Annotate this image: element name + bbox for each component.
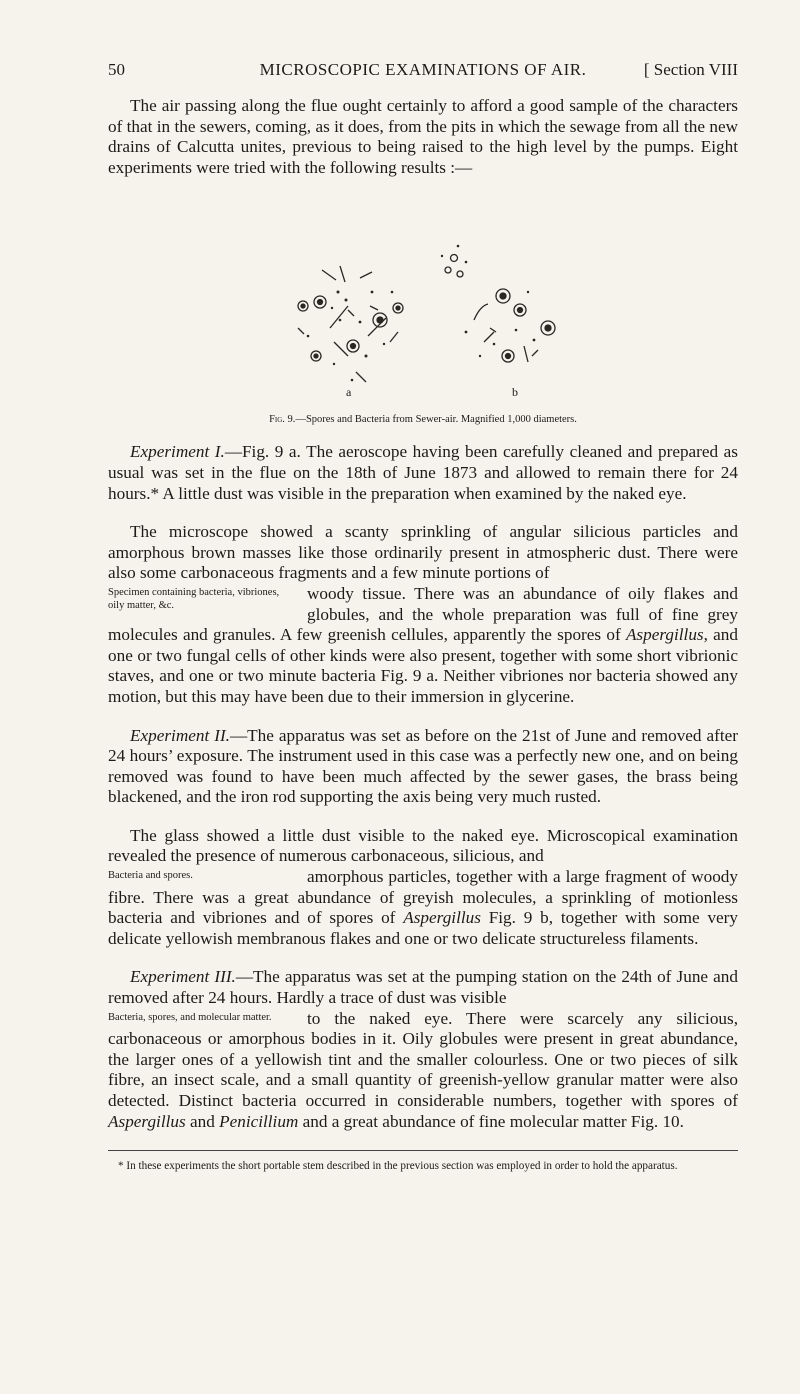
experiment-1-text: —Fig. 9 a. The aeroscope having been carefully cleaned and prepared as usual was set in the flue on the 18th of June 1873 and allowed to remain there for 24 hours.* A little dust was visible in the preparation when examined by the naked eye. — [108, 442, 738, 503]
paragraph-3-text-b: amorphous particles, together with a large fragment of woody fibre. There was a great abundance of greyish molecules, a sprinkling of motionless bacteria and vibriones and of spores of — [108, 867, 738, 928]
spore-cluster-a — [298, 266, 403, 382]
section-label: [ Section VIII — [643, 60, 738, 79]
figure-9 — [108, 196, 738, 432]
spore-cluster-b — [474, 289, 555, 362]
sidenote-bacteria-spores: Bacteria and spores. — [108, 870, 193, 882]
figure-label-b: b — [512, 385, 518, 400]
experiment-2-text: —The apparatus was set as before on the 21st of June and removed after 24 hours’ exposure. The instrument used in this case was a perfectly new one, and on being removed was found to have been much affected by the sewer gases, the brass being blackened, and the iron rod supporting the axis being very much rusted. — [108, 725, 738, 807]
sidenote-specimen: Specimen containing bacteria, vibriones, oily matter, &c. — [108, 586, 280, 611]
experiment-3-italic-1: Aspergillus — [108, 1111, 186, 1131]
paragraph-2-text-a: The microscope showed a scanty sprinkling of angular silicious particles and amorphous brown masses like those ordinarily present in atmospheric dust. There were also some carbonaceous fragments and a few minute portions of — [108, 522, 738, 583]
experiment-3-mid: and — [185, 1111, 220, 1131]
experiment-2-heading: Experiment II. — [130, 725, 230, 745]
figure-caption — [108, 410, 738, 431]
experiment-3-text-a: —The apparatus was set at the pumping station on the 24th of June and removed after 24 hours. Hardly a trace of dust was visible — [108, 967, 738, 1008]
figure-caption-text: —Spores and Bacteria from Sewer-air. Magnified 1,000 diameters. — [295, 414, 577, 426]
running-header — [108, 60, 738, 84]
experiment-2-paragraph — [108, 726, 738, 808]
figure-9-illustration — [108, 196, 738, 406]
paragraph-3-text-a: The glass showed a little dust visible to the naked eye. Microscopical examination revealed the presence of numerous carbonaceous, silicious, and — [108, 825, 738, 866]
paragraph-3-italic: Aspergillus — [403, 908, 481, 928]
experiment-3-paragraph — [108, 967, 738, 1132]
paragraph-3 — [108, 826, 738, 950]
experiment-3-heading: Experiment III. — [130, 967, 236, 987]
experiment-1-heading: Experiment I. — [130, 442, 225, 462]
experiment-3-italic-2: Penicillium — [219, 1111, 299, 1131]
figure-label-a: a — [346, 385, 352, 400]
figure-caption-label: Fig. 9. — [269, 414, 296, 426]
experiment-3-text-b: to the naked eye. There were scarcely any silicious, carbonaceous or amorphous bodies in it. Oily globules were present in great abundance, the larger ones of a yellowish tint and the smaller colourless. One or two pieces of silk fibre, an insect scale, and a small quantity of greenish-yellow granular matter were also detected. Distinct bacteria occurred in considerable numbers, together with spores of — [108, 1008, 738, 1110]
paragraph-2-text-c: , and one or two fungal cells of other kinds were also present, together with some short vibrionic staves, and one or two minute bacteria Fig. 9 a. Neither vibriones nor bacteria showed any motion, but this may have been due to their immersion in glycerine. — [108, 625, 738, 706]
paragraph-3-text-c: Fig. 9 b, together with some very delicate yellowish membranous flakes and one or two delicate structureless filaments. — [108, 908, 738, 948]
footnote: * In these experiments the short portable stem described in the previous section was employed in order to hold the apparatus. — [118, 1160, 678, 1173]
paragraph-2-text-b: woody tissue. There was an abundance of oily flakes and globules, and the whole preparation was full of fine grey molecules and granules. A few greenish cellules, apparently the spores of — [108, 583, 738, 645]
paragraph-2 — [108, 522, 738, 707]
page-body — [108, 96, 738, 1173]
spore-group-top — [445, 255, 463, 278]
experiment-3-text-c: and a great abundance of fine molecular matter Fig. 10. — [298, 1111, 684, 1131]
sidenote-molecular-matter: Bacteria, spores, and molecular matter. — [108, 1011, 272, 1023]
page-number: 50 — [108, 60, 125, 79]
running-title: MICROSCOPIC EXAMINATIONS OF AIR. — [259, 60, 587, 79]
footnote-divider — [108, 1150, 738, 1151]
paragraph-2-italic: Aspergillus — [625, 625, 704, 645]
intro-paragraph: The air passing along the flue ought certainly to afford a good sample of the characters of that in the sewers, coming, as it does, from the pits in which the sewage from all the new drains of Calcutta unites, previous to being raised to the high level by the pumps. Eight experiments were tried with the following results :— — [108, 96, 738, 177]
experiment-1-paragraph — [108, 442, 738, 504]
